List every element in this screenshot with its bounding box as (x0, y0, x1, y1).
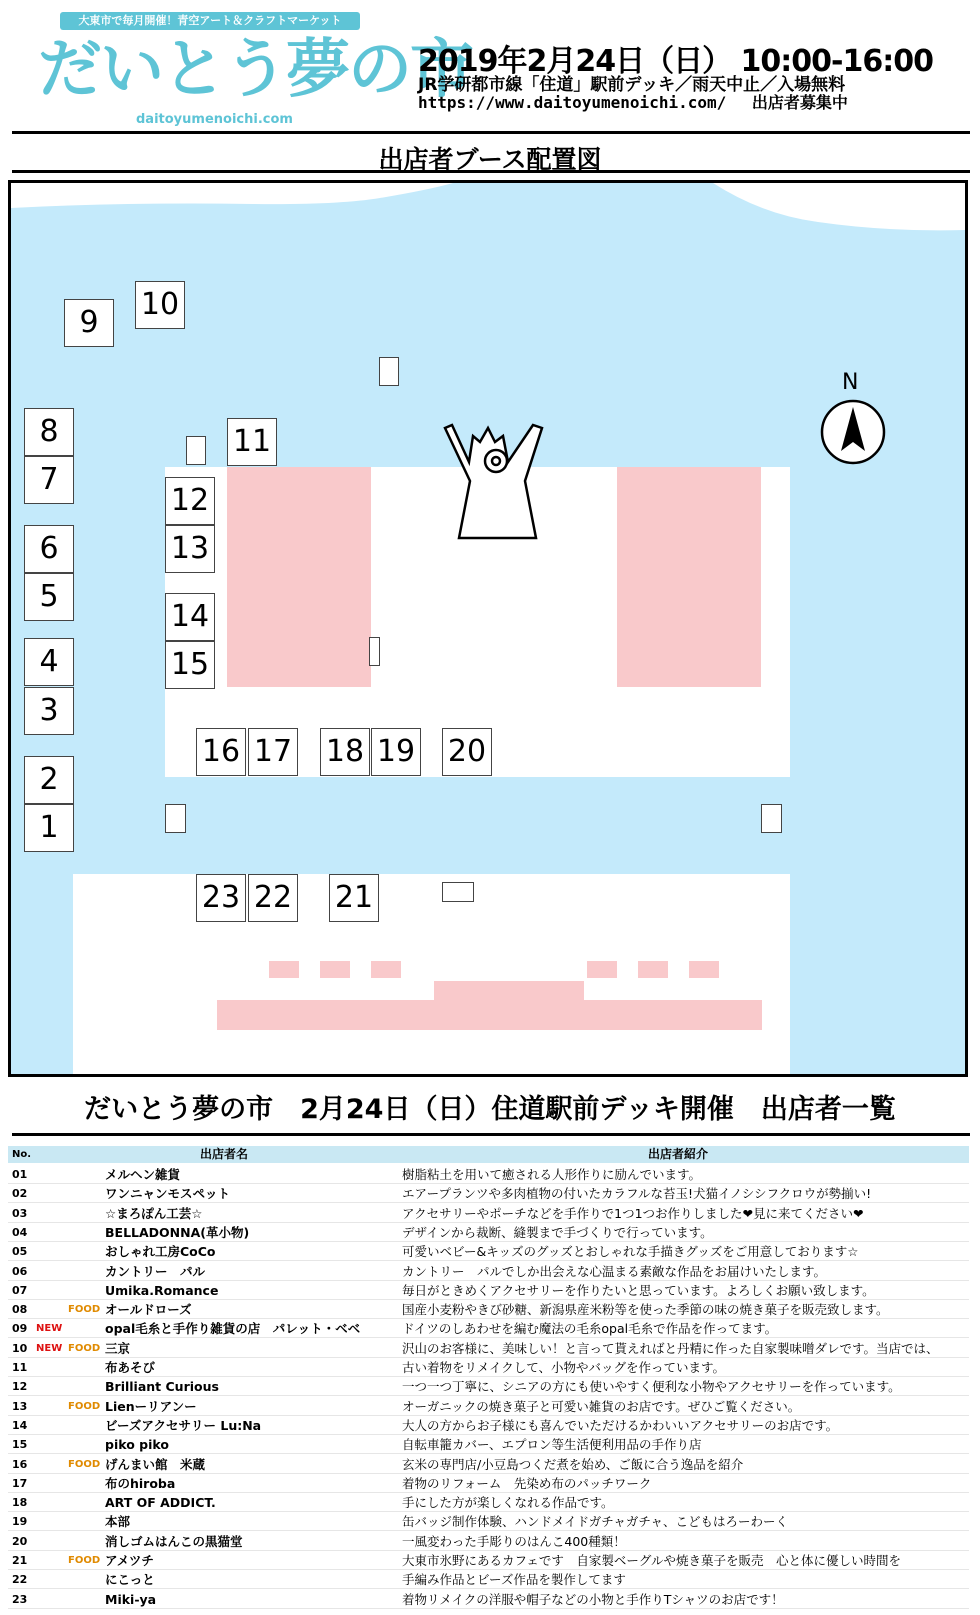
exhibitor-name: 消しゴムはんこの黒猫堂 (105, 1533, 243, 1549)
food-badge: FOOD (68, 1342, 101, 1354)
booth-13[interactable]: 13 (165, 525, 215, 573)
row-number: 05 (12, 1245, 28, 1259)
table-row (8, 1551, 969, 1570)
exhibitor-name: メルヘン雑貨 (105, 1167, 181, 1182)
table-row (8, 1493, 969, 1512)
exhibitor-name: ☆まろぽん工芸☆ (105, 1205, 203, 1221)
exhibitor-description: アクセサリーやポーチなどを手作りで1つ1つお作りしました❤︎見に来てください❤︎ (402, 1205, 864, 1221)
table-row (8, 1590, 969, 1609)
exhibitor-description: 沢山のお客様に、美味しい！と言って貰えればと丹精に作った自家製味噌ダレです。当店では、 (402, 1340, 939, 1356)
list-header (8, 1146, 969, 1163)
row-number: 11 (12, 1361, 28, 1374)
exhibitor-name: 布あそび (105, 1360, 156, 1375)
pink-tile-4 (587, 961, 617, 978)
row-number: 04 (12, 1225, 28, 1239)
event-place: JR学研都市線「住道」駅前デッキ／雨天中止／入場無料 (418, 75, 846, 95)
exhibitor-name: Miki-ya (105, 1591, 157, 1607)
pink-tile-1 (269, 961, 299, 978)
table-row (8, 1416, 969, 1435)
booth-1[interactable]: 1 (24, 804, 74, 852)
exhibitor-description: 古い着物をリメイクして、小物やバッグを作っています。 (402, 1360, 726, 1375)
row-number: 13 (12, 1399, 28, 1413)
exhibitor-name: BELLADONNA(革小物) (105, 1224, 250, 1240)
row-number: 08 (12, 1303, 28, 1317)
exhibitor-name: 三京 (105, 1340, 131, 1356)
booth-3[interactable]: 3 (24, 687, 74, 735)
exhibitor-description: 着物のリフォーム 先染め布のパッチワーク (402, 1475, 652, 1491)
exhibitor-name: アメツチ (105, 1553, 154, 1568)
pink-tile-2 (320, 961, 350, 978)
row-number: 15 (12, 1438, 28, 1452)
food-badge: FOOD (68, 1304, 101, 1316)
booth-4[interactable]: 4 (24, 638, 74, 686)
booth-14[interactable]: 14 (165, 593, 215, 641)
exhibitor-description: 樹脂粘土を用いて癒される人形作りに励んでいます。 (402, 1167, 702, 1182)
map-marker-box (442, 882, 474, 902)
map-marker-box (165, 804, 186, 833)
exhibitor-description: 毎日がときめくアクセサリーを作りたいと思っています。よろしくお願い致します。 (402, 1282, 875, 1298)
table-row (8, 1570, 969, 1589)
map-marker-box (369, 637, 380, 666)
compass-icon (820, 399, 886, 465)
row-number: 03 (12, 1206, 28, 1220)
food-badge: FOOD (68, 1555, 101, 1566)
row-number: 12 (12, 1380, 28, 1394)
exhibitor-name: 布のhiroba (105, 1475, 176, 1491)
booth-17[interactable]: 17 (248, 728, 298, 776)
col-no-header: No. (12, 1149, 32, 1160)
header-tagline: 大東市で毎月開催！青空アート＆クラフトマーケット (60, 12, 360, 30)
booth-11[interactable]: 11 (227, 418, 277, 466)
table-row (8, 1281, 969, 1300)
pink-tile-5 (638, 961, 668, 978)
row-number: 21 (12, 1554, 28, 1567)
table-row (8, 1339, 969, 1358)
booth-22[interactable]: 22 (248, 874, 298, 922)
row-number: 20 (12, 1534, 28, 1548)
booth-2[interactable]: 2 (24, 756, 74, 804)
exhibitor-description: デザインから裁断、縫製まで手づくりで行っています。 (402, 1224, 713, 1240)
row-divider (8, 1608, 969, 1609)
table-row (8, 1165, 969, 1184)
pink-block-right (617, 467, 761, 687)
table-row (8, 1512, 969, 1531)
pink-block-left (227, 467, 371, 687)
row-number: 19 (12, 1515, 28, 1529)
exhibitor-name: げんまい館 米蔵 (105, 1456, 206, 1472)
list-title: だいとう夢の市 2月24日（日）住道駅前デッキ開催 出店者一覧 (84, 1094, 896, 1125)
row-number: 01 (12, 1168, 28, 1181)
map-marker-box (761, 804, 782, 833)
exhibitor-name: 本部 (105, 1514, 131, 1530)
map-title: 出店者ブース配置図 (378, 145, 602, 174)
booth-10[interactable]: 10 (135, 281, 185, 329)
event-url[interactable]: https://www.daitoyumenoichi.com/ 出店者募集中 (418, 93, 848, 112)
table-row (8, 1397, 969, 1416)
compass-n-label: N (842, 370, 859, 395)
booth-map (8, 180, 968, 1077)
map-marker-box (379, 357, 399, 386)
table-row (8, 1455, 969, 1474)
table-row (8, 1435, 969, 1454)
booth-6[interactable]: 6 (24, 525, 74, 573)
food-badge: FOOD (68, 1458, 101, 1470)
exhibitor-name: ワンニャンモスペット (105, 1186, 231, 1202)
table-row (8, 1300, 969, 1319)
table-row (8, 1184, 969, 1203)
exhibitor-name: ビーズアクセサリー Lu:Na (105, 1417, 262, 1433)
header-divider (12, 131, 970, 134)
list-title-divider (12, 1133, 970, 1136)
table-row (8, 1262, 969, 1281)
row-number: 16 (12, 1457, 28, 1471)
booth-20[interactable]: 20 (442, 728, 492, 776)
row-number: 17 (12, 1476, 28, 1490)
exhibitor-description: 手にした方が楽しくなれる作品です。 (402, 1495, 614, 1511)
event-date: 2019年2月24日（日） 10:00-16:00 (418, 44, 933, 79)
map-title-divider (12, 170, 970, 173)
site-logo: だいとう夢の市 (38, 33, 472, 107)
booth-18[interactable]: 18 (320, 728, 370, 776)
exhibitor-description: 自転車籠カバー、エプロン等生活便利用品の手作り店 (402, 1437, 702, 1453)
pink-tile-3 (371, 961, 401, 978)
booth-23[interactable]: 23 (196, 874, 246, 922)
map-marker-box (186, 436, 206, 465)
new-badge: NEW (36, 1342, 63, 1354)
pink-tile-6 (689, 961, 719, 978)
exhibitor-description: 一つ一つ丁寧に、シニアの方にも使いやすく便利な小物やアクセサリーを作っています。 (402, 1379, 901, 1395)
col-name-header: 出店者名 (200, 1147, 249, 1161)
booth-19[interactable]: 19 (371, 728, 421, 776)
booth-9[interactable]: 9 (64, 299, 114, 347)
row-number: 06 (12, 1264, 28, 1278)
table-row (8, 1532, 969, 1551)
booth-7[interactable]: 7 (24, 456, 74, 504)
table-row (8, 1319, 969, 1338)
exhibitor-name: カントリー パル (105, 1263, 206, 1279)
exhibitor-name: オールドローズ (105, 1302, 192, 1318)
booth-12[interactable]: 12 (165, 477, 215, 525)
table-row (8, 1223, 969, 1242)
exhibitor-description: カントリー パルでしか出会えな心温まる素敵な作品をお届けいたします。 (402, 1263, 827, 1279)
exhibitor-description: ドイツのしあわせを編む魔法の毛糸opal毛糸で作品を作ってます。 (402, 1321, 778, 1337)
exhibitor-description: 国産小麦粉やきび砂糖、新潟県産米粉等を使った季節の味の焼き菓子を販売致します。 (402, 1302, 889, 1318)
exhibitor-description: 手編み作品とビーズ作品を製作してます (402, 1572, 626, 1588)
exhibitor-description: オーガニックの焼き菓子と可愛い雑貨のお店です。ぜひご覧ください。 (402, 1398, 801, 1414)
table-row (8, 1204, 969, 1223)
exhibitor-name: Lienーリアンー (105, 1398, 197, 1414)
new-badge: NEW (36, 1323, 63, 1335)
food-badge: FOOD (68, 1400, 101, 1412)
exhibitor-name: ART OF ADDICT. (105, 1495, 216, 1511)
row-number: 14 (12, 1418, 28, 1432)
exhibitor-description: 大人の方からお子様にも喜んでいただけるかわいいアクセサリーのお店です。 (402, 1417, 839, 1433)
plaza-lower (73, 874, 790, 1074)
exhibitor-description: 可愛いベビー&キッズのグッズとおしゃれな手描きグッズをご用意しております☆ (402, 1244, 859, 1260)
exhibitor-description: 一風変わった手彫りのはんこ400種類！ (402, 1533, 626, 1549)
row-number: 09 (12, 1322, 28, 1336)
row-number: 22 (12, 1573, 28, 1587)
row-number: 18 (12, 1496, 28, 1510)
logo-url[interactable]: daitoyumenoichi.com (136, 112, 293, 127)
exhibitor-description: 玄米の専門店/小豆島つくだ煮を始め、ご飯に合う逸品を紹介 (402, 1456, 744, 1472)
exhibitor-description: 着物リメイクの洋服や帽子などの小物と手作りTシャツのお店です！ (402, 1591, 784, 1607)
exhibitor-name: piko piko (105, 1437, 169, 1453)
exhibitor-description: 大東市氷野にあるカフェです 自家製ベーグルや焼き菓子を販売 心と体に優しい時間を (402, 1553, 902, 1568)
exhibitor-name: opal毛糸と手作り雑貨の店 パレット・ベベ (105, 1321, 361, 1337)
booth-8[interactable]: 8 (24, 408, 74, 456)
exhibitor-name: Umika.Romance (105, 1282, 219, 1298)
row-number: 07 (12, 1283, 28, 1297)
table-row (8, 1474, 969, 1493)
booth-21[interactable]: 21 (329, 874, 379, 922)
table-row (8, 1377, 969, 1396)
exhibitor-name: おしゃれ工房CoCo (105, 1244, 216, 1260)
table-row (8, 1242, 969, 1261)
exhibitor-description: エアープランツや多肉植物の付いたカラフルな苔玉!犬猫イノシシフクロウが勢揃い! (402, 1186, 872, 1202)
booth-5[interactable]: 5 (24, 573, 74, 621)
table-row (8, 1358, 969, 1377)
exhibitor-name: にこっと (105, 1572, 155, 1588)
booth-16[interactable]: 16 (196, 728, 246, 776)
row-number: 02 (12, 1187, 28, 1201)
booth-15[interactable]: 15 (165, 641, 215, 689)
col-desc-header: 出店者紹介 (648, 1147, 709, 1161)
exhibitor-description: 缶バッジ制作体験、ハンドメイドガチャガチャ、こどもはろーわーく (402, 1514, 789, 1530)
exhibitor-name: Brilliant Curious (105, 1379, 219, 1395)
row-number: 23 (12, 1592, 28, 1606)
row-number: 10 (12, 1341, 28, 1355)
